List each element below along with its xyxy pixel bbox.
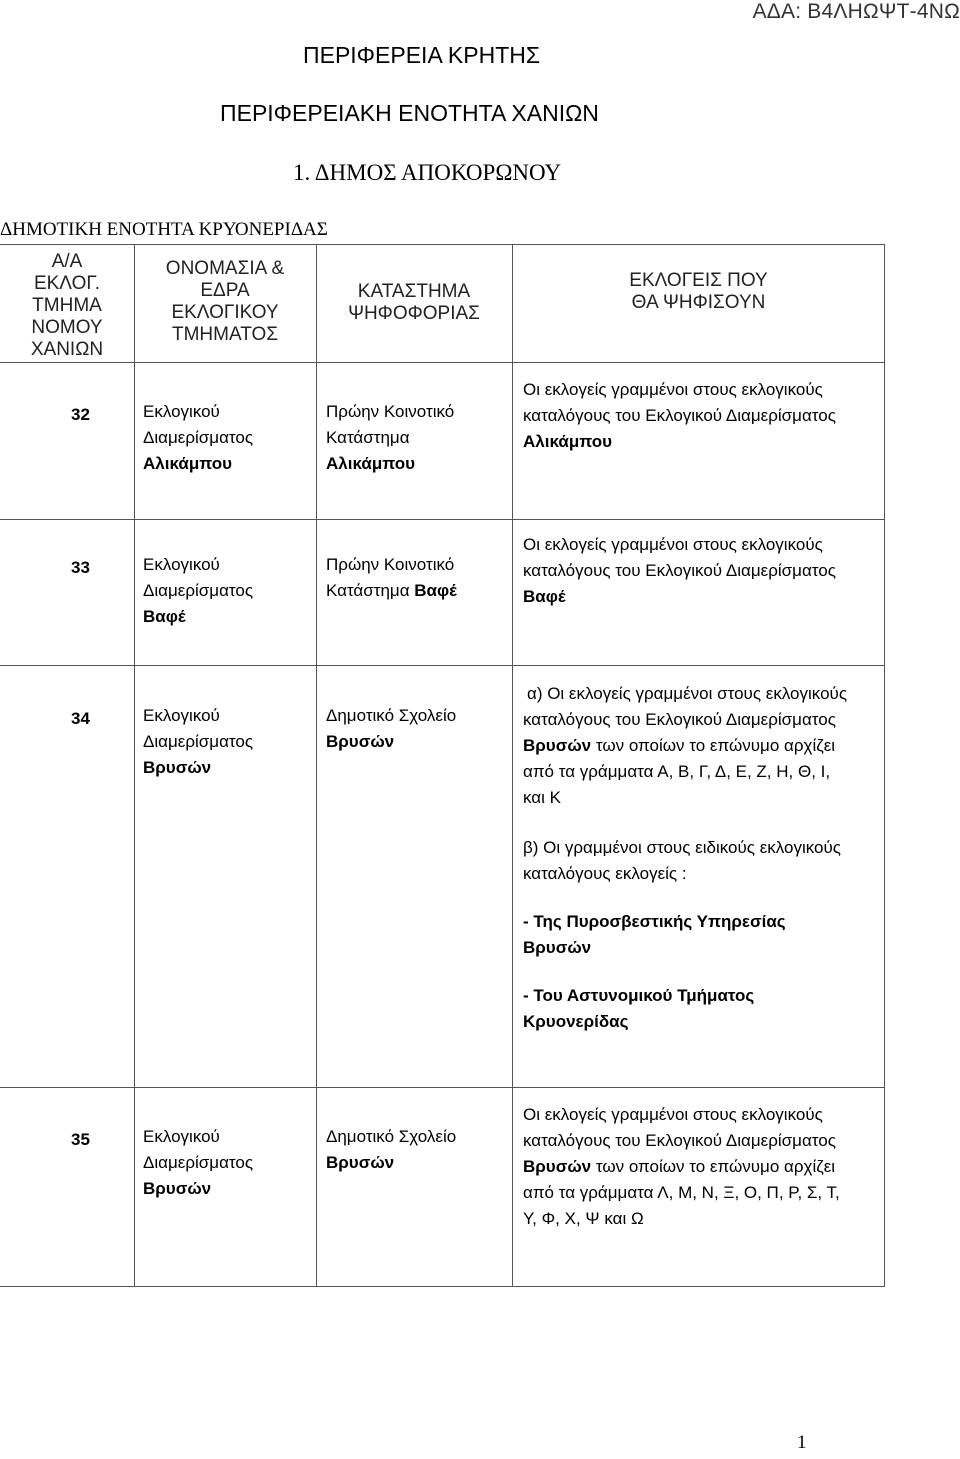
page-number: 1 — [797, 1432, 807, 1453]
row-name: Εκλογικού Διαμερίσματος Βρυσών — [143, 1127, 254, 1198]
row-voters: Οι εκλογείς γραμμένοι στους εκλογικούς καταλόγους του Εκλογικού Διαμερίσματος Βαφέ — [523, 535, 836, 606]
row-store: Πρώην Κοινοτικό Κατάστημα Αλικάμπου — [326, 402, 455, 473]
header-aa: Α/Α ΕΚΛΟΓ. ΤΜΗΜΑ ΝΟΜΟΥ ΧΑΝΙΩΝ — [30, 251, 104, 360]
regional-unit-heading: ΠΕΡΙΦΕΡΕΙΑΚΗ ΕΝΟΤΗΤΑ ΧΑΝΙΩΝ — [220, 100, 599, 126]
row-voters: Οι εκλογείς γραμμένοι στους εκλογικούς καταλόγους του Εκλογικού Διαμερίσματος Βρυσών των οποίων το επώνυμο αρχίζει από τα γράμματα Λ, Μ, Ν, Ξ, Ο, Π, Ρ, Σ, Τ, Υ, Φ, Χ, Ψ και Ω — [523, 1105, 840, 1228]
row-number: 33 — [71, 558, 90, 577]
row-divider — [0, 665, 884, 666]
row-store: Δημοτικό Σχολείο Βρυσών — [326, 706, 457, 751]
row-divider — [0, 1087, 884, 1088]
row-number: 32 — [71, 405, 90, 424]
row-number: 35 — [71, 1130, 90, 1149]
municipal-unit-heading: ΔΗΜΟΤΙΚΗ ΕΝΟΤΗΤΑ ΚΡΥΟΝΕΡΙΔΑΣ — [0, 219, 328, 240]
header-voters: ΕΚΛΟΓΕΙΣ ΠΟΥ ΘΑ ΨΗΦΙΣΟΥΝ — [629, 270, 768, 313]
polling-stations-table — [0, 244, 885, 1287]
region-heading: ΠΕΡΙΦΕΡΕΙΑ ΚΡΗΤΗΣ — [303, 42, 541, 68]
row-name: Εκλογικού Διαμερίσματος Βρυσών — [143, 706, 254, 777]
row-name: Εκλογικού Διαμερίσματος Βαφέ — [143, 555, 254, 626]
ada-code: ΑΔΑ: Β4ΛΗΩΨΤ-4ΝΩ — [752, 0, 960, 23]
column-divider — [134, 245, 135, 1286]
municipality-heading: 1. ΔΗΜΟΣ ΑΠΟΚΟΡΩΝΟΥ — [293, 160, 562, 185]
row-divider — [0, 519, 884, 520]
header-store: ΚΑΤΑΣΤΗΜΑ ΨΗΦΟΦΟΡΙΑΣ — [348, 281, 480, 324]
row-number: 34 — [71, 709, 90, 728]
row-voters: Οι εκλογείς γραμμένοι στους εκλογικούς καταλόγους του Εκλογικού Διαμερίσματος Αλικάμπου — [523, 380, 836, 451]
row-store: Πρώην Κοινοτικό Κατάστημα Βαφέ — [326, 555, 457, 600]
row-voters: α) Οι εκλογείς γραμμένοι στους εκλογικούς καταλόγους του Εκλογικού Διαμερίσματος Βρυσών των οποίων το επώνυμο αρχίζει από τα γράμματα Α, Β, Γ, Δ, Ε, Ζ, Η, Θ, Ι, και Κ β) Οι γραμμένοι στους ειδικούς εκλογικούς καταλόγους εκλογείς : - Της Πυροσβεστικής Υπηρεσίας Βρυσών - Του Αστυνομικού Τμήματος Κρυονερίδας — [523, 684, 848, 1031]
row-name: Εκλογικού Διαμερίσματος Αλικάμπου — [143, 402, 254, 473]
header-divider — [0, 362, 884, 363]
column-divider — [316, 245, 317, 1286]
column-divider — [512, 245, 513, 1286]
header-name: ΟΝΟΜΑΣΙΑ & ΕΔΡΑ ΕΚΛΟΓΙΚΟΥ ΤΜΗΜΑΤΟΣ — [165, 258, 285, 345]
row-store: Δημοτικό Σχολείο Βρυσών — [326, 1127, 457, 1172]
